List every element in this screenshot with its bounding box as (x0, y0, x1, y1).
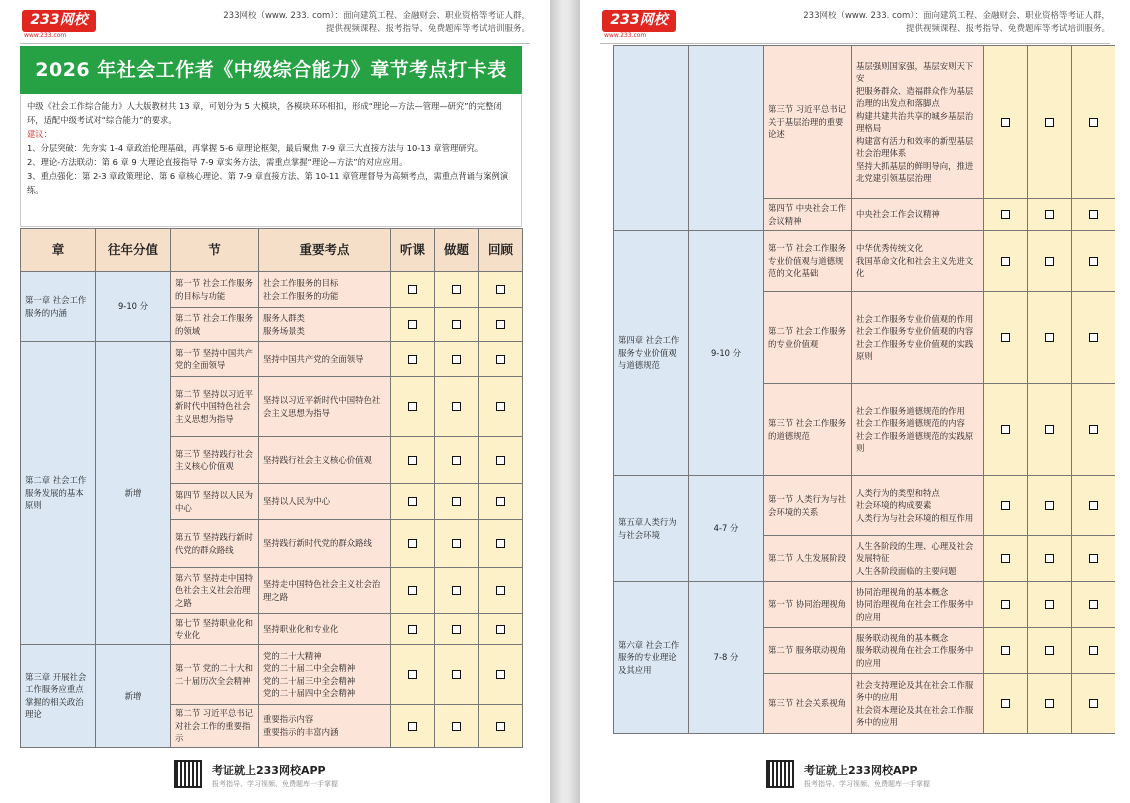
checkbox-icon (1001, 257, 1010, 266)
review-checkbox[interactable] (1072, 46, 1116, 199)
page-header (602, 8, 1110, 42)
practice-checkbox[interactable] (435, 308, 479, 342)
review-checkbox[interactable] (1072, 384, 1116, 476)
checkbox-icon (1001, 210, 1010, 219)
practice-checkbox[interactable] (435, 568, 479, 614)
page-footer (0, 752, 550, 802)
listen-checkbox[interactable] (391, 377, 435, 437)
col-points: 重要考点 (259, 229, 391, 272)
checkbox-icon (1089, 600, 1098, 609)
practice-checkbox[interactable] (435, 377, 479, 437)
points-cell: 中华优秀传统文化 我国革命文化和社会主义先进文化 (852, 231, 984, 292)
review-checkbox[interactable] (479, 272, 523, 308)
footer-subtitle: 报考指导、学习视频、免费题库一手掌握 (212, 780, 338, 788)
checkbox-icon (496, 670, 505, 679)
table-row (614, 476, 1116, 536)
checkbox-icon (1001, 646, 1010, 655)
practice-checkbox[interactable] (435, 437, 479, 484)
checkbox-icon (408, 625, 417, 634)
section-cell: 第二节 坚持以习近平新时代中国特色社会主义思想为指导 (171, 377, 259, 437)
checkbox-icon (1001, 699, 1010, 708)
checkbox-icon (1089, 425, 1098, 434)
review-checkbox[interactable] (1072, 231, 1116, 292)
checkbox-icon (452, 285, 461, 294)
suggestion-label: 建议： (27, 129, 52, 139)
suggestion-1: 1、分层突破：先夯实 1-4 章政治伦理基础，再掌握 5-6 章理论框架，最后聚焦 7-9 章三大直接方法与 10-13 章管理研究。 (27, 143, 484, 153)
chapter-cell: 第六章 社会工作服务的专业理论及其应用 (614, 582, 689, 734)
checkbox-icon (1001, 554, 1010, 563)
checkbox-icon (1001, 333, 1010, 342)
section-cell: 第二节 服务联动视角 (764, 628, 852, 674)
qr-code-icon[interactable] (174, 760, 202, 788)
col-section: 节 (171, 229, 259, 272)
brand-logo-url: www.233.com (24, 32, 67, 39)
points-cell: 社会工作服务专业价值观的作用 社会工作服务专业价值观的内容 社会工作服务专业价值观的实践原则 (852, 292, 984, 384)
checkbox-icon (408, 320, 417, 329)
suggestion-2: 2、理论-方法联动：第 6 章 9 大理论直接指导 7-9 章实务方法，需重点掌握“理论—方法”的对应应用。 (27, 157, 408, 167)
review-checkbox[interactable] (479, 568, 523, 614)
checkbox-icon (408, 670, 417, 679)
listen-checkbox[interactable] (391, 645, 435, 705)
section-cell: 第三节 习近平总书记关于基层治理的重要论述 (764, 46, 852, 199)
page-left (0, 0, 550, 803)
table-row (21, 272, 523, 308)
practice-checkbox[interactable] (435, 484, 479, 520)
review-checkbox[interactable] (479, 645, 523, 705)
checkbox-icon (496, 539, 505, 548)
checkbox-icon (1045, 425, 1054, 434)
practice-checkbox[interactable] (435, 614, 479, 645)
checkbox-icon (408, 539, 417, 548)
listen-checkbox[interactable] (391, 342, 435, 377)
points-cell: 坚持践行新时代党的群众路线 (259, 520, 391, 568)
listen-checkbox[interactable] (391, 705, 435, 748)
checkbox-icon (452, 456, 461, 465)
header-tagline (790, 10, 1110, 36)
listen-checkbox[interactable] (984, 199, 1028, 231)
section-cell: 第六节 坚持走中国特色社会主义社会治理之路 (171, 568, 259, 614)
points-cell: 社会支持理论及其在社会工作服务中的应用 社会资本理论及其在社会工作服务中的应用 (852, 674, 984, 734)
col-chapter: 章 (21, 229, 96, 272)
score-cell: 7-8 分 (689, 582, 764, 734)
review-checkbox[interactable] (479, 437, 523, 484)
points-cell: 社会工作服务的目标 社会工作服务的功能 (259, 272, 391, 308)
checkbox-icon (408, 722, 417, 731)
checkbox-icon (452, 355, 461, 364)
checkbox-icon (496, 722, 505, 731)
practice-checkbox[interactable] (435, 272, 479, 308)
review-checkbox[interactable] (479, 614, 523, 645)
points-cell: 坚持中国共产党的全面领导 (259, 342, 391, 377)
review-checkbox[interactable] (479, 520, 523, 568)
practice-checkbox[interactable] (435, 705, 479, 748)
checkbox-icon (452, 402, 461, 411)
checkbox-icon (408, 586, 417, 595)
page-right (580, 0, 1130, 803)
footer-subtitle: 报考指导、学习视频、免费题库一手掌握 (804, 780, 930, 788)
section-cell: 第三节 坚持践行社会主义核心价值观 (171, 437, 259, 484)
section-cell: 第一节 党的二十大和二十届历次全会精神 (171, 645, 259, 705)
col-practice: 做题 (435, 229, 479, 272)
section-cell: 第三节 社会关系视角 (764, 674, 852, 734)
points-cell: 服务人群类 服务场景类 (259, 308, 391, 342)
listen-checkbox[interactable] (984, 674, 1028, 734)
checkbox-icon (452, 320, 461, 329)
points-cell: 坚持以人民为中心 (259, 484, 391, 520)
col-score: 往年分值 (96, 229, 171, 272)
checkbox-icon (1089, 646, 1098, 655)
chapter-cell: 第四章 社会工作服务专业价值观与道德规范 (614, 231, 689, 476)
checkbox-icon (1001, 425, 1010, 434)
score-cell: 9-10 分 (96, 272, 171, 342)
section-cell: 第三节 社会工作服务的道德规范 (764, 384, 852, 476)
page-gutter (550, 0, 580, 803)
practice-checkbox[interactable] (1028, 231, 1072, 292)
practice-checkbox[interactable] (1028, 536, 1072, 582)
chapter-cell: 第三章 开展社会工作服务应重点掌握的相关政治理论 (21, 645, 96, 748)
listen-checkbox[interactable] (391, 272, 435, 308)
checkbox-icon (1089, 257, 1098, 266)
checkbox-icon (452, 722, 461, 731)
checklist-table-continued (613, 45, 1115, 734)
section-cell: 第一节 社会工作服务的目标与功能 (171, 272, 259, 308)
practice-checkbox[interactable] (435, 520, 479, 568)
checkbox-icon (408, 285, 417, 294)
checkbox-icon (408, 456, 417, 465)
checkbox-icon (1001, 118, 1010, 127)
points-cell: 坚持践行社会主义核心价值观 (259, 437, 391, 484)
checkbox-icon (452, 586, 461, 595)
review-checkbox[interactable] (479, 484, 523, 520)
practice-checkbox[interactable] (1028, 476, 1072, 536)
points-cell: 重要指示内容 重要指示的丰富内涵 (259, 705, 391, 748)
points-cell: 人生各阶段的生理、心理及社会发展特征 人生各阶段面临的主要问题 (852, 536, 984, 582)
score-cell: 新增 (96, 645, 171, 748)
section-cell: 第二节 人生发展阶段 (764, 536, 852, 582)
listen-checkbox[interactable] (984, 231, 1028, 292)
practice-checkbox[interactable] (1028, 628, 1072, 674)
section-cell: 第一节 人类行为与社会环境的关系 (764, 476, 852, 536)
table-row (614, 231, 1116, 292)
header-divider (600, 43, 1110, 44)
section-cell: 第四节 坚持以人民为中心 (171, 484, 259, 520)
practice-checkbox[interactable] (435, 342, 479, 377)
checklist-table (20, 228, 523, 748)
practice-checkbox[interactable] (1028, 292, 1072, 384)
chapter-cell: 第五章人类行为与社会环境 (614, 476, 689, 582)
checkbox-icon (496, 355, 505, 364)
checkbox-icon (1089, 501, 1098, 510)
section-cell: 第一节 坚持中国共产党的全面领导 (171, 342, 259, 377)
listen-checkbox[interactable] (391, 308, 435, 342)
checkbox-icon (1001, 501, 1010, 510)
points-cell: 坚持以习近平新时代中国特色社会主义思想为指导 (259, 377, 391, 437)
listen-checkbox[interactable] (984, 476, 1028, 536)
checkbox-icon (496, 320, 505, 329)
review-checkbox[interactable] (1072, 292, 1116, 384)
listen-checkbox[interactable] (391, 484, 435, 520)
brand-logo: 233网校 (22, 10, 96, 32)
checkbox-icon (496, 285, 505, 294)
table-row (21, 645, 523, 705)
brand-logo-url: www.233.com (604, 32, 647, 39)
checkbox-icon (452, 625, 461, 634)
checkbox-icon (452, 539, 461, 548)
page-footer (580, 752, 1130, 802)
section-cell: 第七节 坚持职业化和专业化 (171, 614, 259, 645)
page-header (22, 8, 530, 42)
points-cell: 基层强则国家强，基层安则天下安 把服务群众、造福群众作为基层治理的出发点和落脚点 构建共建共治共享的城乡基层治理格局 构建富有活力和效率的新型基层社会治理体系 坚持大抓基层的鲜明导向，推进北党建引领基层治理 (852, 46, 984, 199)
chapter-cell (614, 46, 689, 231)
checkbox-icon (1045, 646, 1054, 655)
checkbox-icon (1089, 699, 1098, 708)
qr-code-icon[interactable] (766, 760, 794, 788)
section-cell: 第一节 社会工作服务专业价值观与道德规范的文化基础 (764, 231, 852, 292)
checkbox-icon (1089, 118, 1098, 127)
practice-checkbox[interactable] (1028, 46, 1072, 199)
checkbox-icon (1089, 554, 1098, 563)
review-checkbox[interactable] (479, 377, 523, 437)
checkbox-icon (496, 402, 505, 411)
listen-checkbox[interactable] (984, 628, 1028, 674)
checkbox-icon (1089, 333, 1098, 342)
checkbox-icon (496, 497, 505, 506)
points-cell: 中央社会工作会议精神 (852, 199, 984, 231)
listen-checkbox[interactable] (984, 536, 1028, 582)
chapter-cell: 第二章 社会工作服务发展的基本原则 (21, 342, 96, 645)
practice-checkbox[interactable] (435, 645, 479, 705)
checkbox-icon (1045, 210, 1054, 219)
practice-checkbox[interactable] (1028, 199, 1072, 231)
review-checkbox[interactable] (479, 308, 523, 342)
points-cell: 服务联动视角的基本概念 服务联动视角在社会工作服务中的应用 (852, 628, 984, 674)
checkbox-icon (1045, 501, 1054, 510)
table-row (21, 342, 523, 377)
review-checkbox[interactable] (1072, 674, 1116, 734)
intro-block (20, 95, 522, 227)
suggestion-3: 3、重点强化：第 2-3 章政策理论、第 6 章核心理论、第 7-9 章直接方法、第 10-11 章管理督导为高频考点，需重点背诵与案例演练。 (27, 171, 509, 195)
listen-checkbox[interactable] (984, 384, 1028, 476)
brand-logo: 233网校 (602, 10, 676, 32)
header-tagline-line-2: 提供视频课程、报考指导、免费题库等考试培训服务。 (325, 24, 530, 34)
checklist-table-continued-wrap (613, 45, 1115, 735)
review-checkbox[interactable] (1072, 536, 1116, 582)
checkbox-icon (452, 497, 461, 506)
checkbox-icon (452, 670, 461, 679)
checkbox-icon (496, 456, 505, 465)
col-review: 回顾 (479, 229, 523, 272)
section-cell: 第二节 社会工作服务的领域 (171, 308, 259, 342)
checkbox-icon (408, 355, 417, 364)
points-cell: 协同治理视角的基本概念 协同治理视角在社会工作服务中的应用 (852, 582, 984, 628)
score-cell: 4-7 分 (689, 476, 764, 582)
checkbox-icon (1089, 210, 1098, 219)
checkbox-icon (408, 497, 417, 506)
review-checkbox[interactable] (1072, 476, 1116, 536)
score-cell (689, 46, 764, 231)
footer-title: 考证就上233网校APP (212, 764, 326, 777)
section-cell: 第二节 习近平总书记对社会工作的重要指示 (171, 705, 259, 748)
listen-checkbox[interactable] (391, 568, 435, 614)
review-checkbox[interactable] (479, 705, 523, 748)
listen-checkbox[interactable] (391, 614, 435, 645)
listen-checkbox[interactable] (391, 437, 435, 484)
listen-checkbox[interactable] (984, 46, 1028, 199)
checkbox-icon (1045, 554, 1054, 563)
points-cell: 党的二十大精神 党的二十届二中全会精神 党的二十届三中全会精神 党的二十届四中全会精神 (259, 645, 391, 705)
points-cell: 人类行为的类型和特点 社会环境的构成要素 人类行为与社会环境的相互作用 (852, 476, 984, 536)
score-cell: 9-10 分 (689, 231, 764, 476)
points-cell: 坚持走中国特色社会主义社会治理之路 (259, 568, 391, 614)
practice-checkbox[interactable] (1028, 384, 1072, 476)
header-tagline (210, 10, 530, 36)
practice-checkbox[interactable] (1028, 582, 1072, 628)
listen-checkbox[interactable] (984, 582, 1028, 628)
points-cell: 社会工作服务道德规范的作用 社会工作服务道德规范的内容 社会工作服务道德规范的实践原则 (852, 384, 984, 476)
footer-title: 考证就上233网校APP (804, 764, 918, 777)
checkbox-icon (496, 625, 505, 634)
page-title: 2026 年社会工作者《中级综合能力》章节考点打卡表 (20, 46, 522, 94)
listen-checkbox[interactable] (391, 520, 435, 568)
listen-checkbox[interactable] (984, 292, 1028, 384)
section-cell: 第五节 坚持践行新时代党的群众路线 (171, 520, 259, 568)
checkbox-icon (1045, 600, 1054, 609)
section-cell: 第四节 中央社会工作会议精神 (764, 199, 852, 231)
table-header-row (21, 229, 523, 272)
intro-paragraph: 中级《社会工作综合能力》人大版教材共 13 章，可划分为 5 大模块，各模块环环相扣，形成“理论—方法—管理—研究”的完整闭环，适配中级考试对“综合能力”的要求。 (27, 101, 502, 125)
checkbox-icon (408, 402, 417, 411)
points-cell: 坚持职业化和专业化 (259, 614, 391, 645)
table-row (614, 582, 1116, 628)
review-checkbox[interactable] (1072, 582, 1116, 628)
checkbox-icon (1045, 118, 1054, 127)
checkbox-icon (1045, 699, 1054, 708)
chapter-cell: 第一章 社会工作服务的内涵 (21, 272, 96, 342)
section-cell: 第二节 社会工作服务的专业价值观 (764, 292, 852, 384)
checkbox-icon (1045, 333, 1054, 342)
header-tagline-line-2: 提供视频课程、报考指导、免费题库等考试培训服务。 (905, 24, 1110, 34)
checkbox-icon (1045, 257, 1054, 266)
review-checkbox[interactable] (1072, 628, 1116, 674)
header-tagline-line-1: 233网校（www. 233. com）：面向建筑工程、金融财会、职业资格等考证人群， (803, 11, 1110, 21)
checkbox-icon (1001, 600, 1010, 609)
table-row (614, 46, 1116, 199)
header-divider (20, 43, 530, 44)
score-cell: 新增 (96, 342, 171, 645)
review-checkbox[interactable] (1072, 199, 1116, 231)
section-cell: 第一节 协同治理视角 (764, 582, 852, 628)
checkbox-icon (496, 586, 505, 595)
col-listen: 听课 (391, 229, 435, 272)
practice-checkbox[interactable] (1028, 674, 1072, 734)
review-checkbox[interactable] (479, 342, 523, 377)
header-tagline-line-1: 233网校（www. 233. com）：面向建筑工程、金融财会、职业资格等考证人群， (223, 11, 530, 21)
